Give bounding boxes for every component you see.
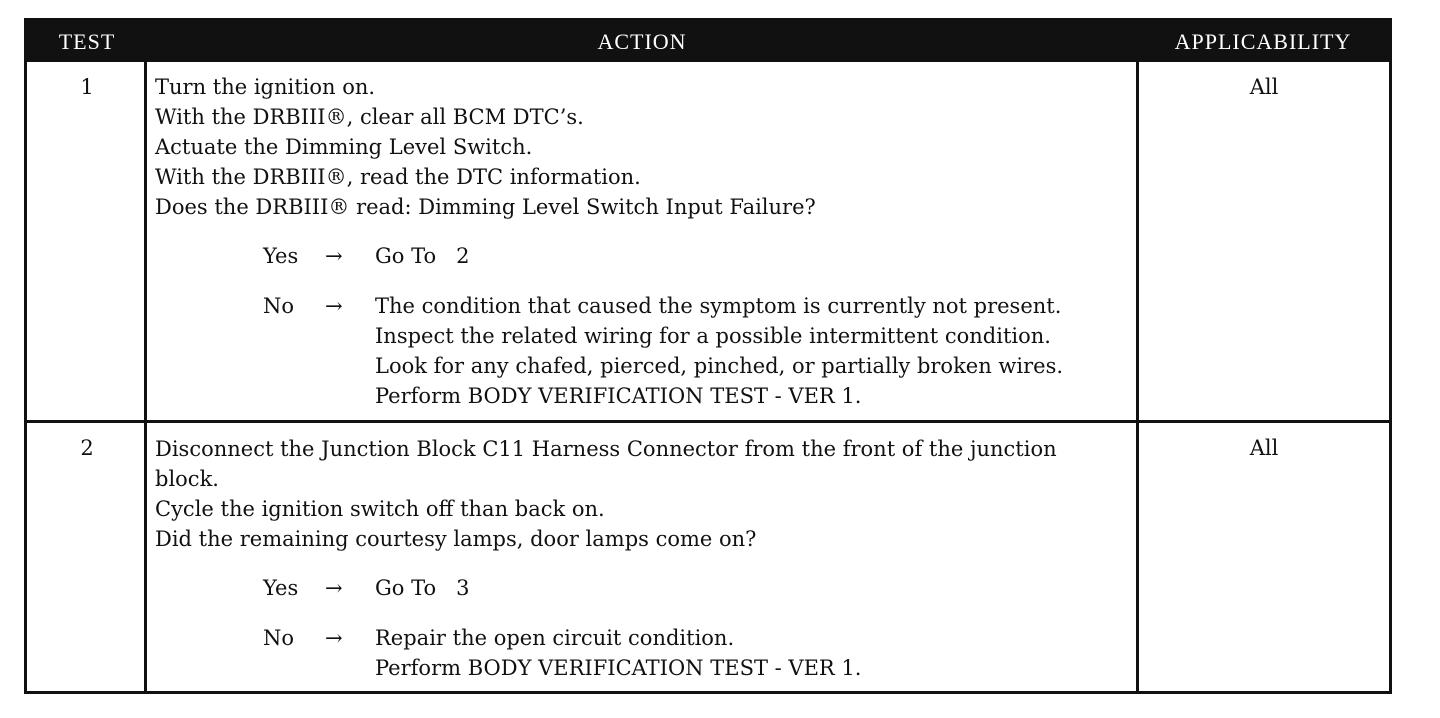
- no-text-line: Inspect the related wiring for a possible intermittent condition.: [375, 324, 1051, 348]
- no-text-line: Perform BODY VERIFICATION TEST - VER 1.: [375, 384, 862, 408]
- yes-label: Yes: [263, 576, 299, 600]
- action-cell: [155, 72, 1145, 411]
- arrow-icon: →: [325, 626, 343, 650]
- no-text-line: Perform BODY VERIFICATION TEST - VER 1.: [375, 656, 862, 680]
- diagnostic-table: [24, 18, 1392, 694]
- action-line: With the DRBIII®, read the DTC information.: [155, 165, 641, 189]
- action-line: Cycle the ignition switch off than back on.: [155, 497, 605, 521]
- action-cell: [155, 434, 1145, 683]
- no-option: [155, 291, 1145, 411]
- yes-label: Yes: [263, 244, 299, 268]
- applicability-value: All: [1249, 436, 1279, 460]
- header-applicability: APPLICABILITY: [1174, 29, 1352, 54]
- action-line: Did the remaining courtesy lamps, door lamps come on?: [155, 527, 757, 551]
- no-option: [155, 623, 1145, 683]
- arrow-icon: →: [325, 294, 343, 318]
- yes-text: Go To 2: [375, 244, 470, 268]
- action-line: Does the DRBIII® read: Dimming Level Switch Input Failure?: [155, 195, 816, 219]
- yes-option: [155, 573, 1145, 603]
- arrow-icon: →: [325, 576, 343, 600]
- action-line: With the DRBIII®, clear all BCM DTC’s.: [155, 105, 584, 129]
- no-label: No: [263, 294, 295, 318]
- no-label: No: [263, 626, 295, 650]
- yes-option: [155, 241, 1145, 271]
- action-line: Disconnect the Junction Block C11 Harness Connector from the front of the junction: [155, 437, 1057, 461]
- no-text-line: Repair the open circuit condition.: [375, 626, 735, 650]
- header-action: ACTION: [597, 29, 687, 54]
- action-line: block.: [155, 467, 219, 491]
- column-divider: [144, 62, 147, 691]
- no-text-line: Look for any chafed, pierced, pinched, or partially broken wires.: [375, 354, 1064, 378]
- table-header: [27, 21, 1389, 62]
- action-line: Actuate the Dimming Level Switch.: [155, 135, 533, 159]
- header-test: TEST: [58, 29, 116, 54]
- applicability-value: All: [1249, 75, 1279, 99]
- row-divider: [27, 420, 1389, 423]
- test-number: 2: [80, 436, 94, 460]
- no-text-line: The condition that caused the symptom is currently not present.: [375, 294, 1062, 318]
- test-number: 1: [80, 75, 94, 99]
- arrow-icon: →: [325, 244, 343, 268]
- yes-text: Go To 3: [375, 576, 470, 600]
- action-line: Turn the ignition on.: [155, 75, 376, 99]
